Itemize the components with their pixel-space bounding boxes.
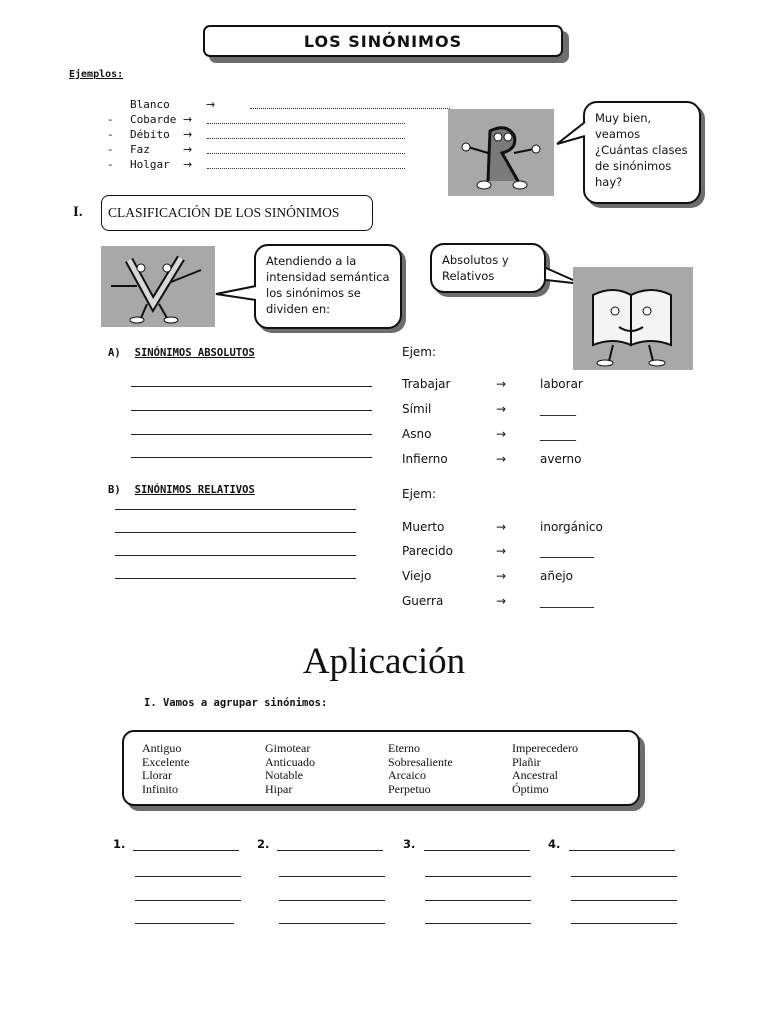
answer-line xyxy=(277,850,383,851)
answer-line xyxy=(571,900,677,901)
answer-line xyxy=(131,434,372,435)
word-item: Plañir xyxy=(512,754,541,769)
answer-line xyxy=(207,115,405,124)
word-item: Notable xyxy=(265,768,303,782)
answer-line xyxy=(115,532,356,533)
answer-line xyxy=(135,900,241,901)
section-title-clasificacion: CLASIFICACIÓN DE LOS SINÓNIMOS xyxy=(101,195,373,231)
word-column xyxy=(388,742,512,796)
answer-line xyxy=(425,923,531,924)
ejem-row: Viejo → añejo xyxy=(402,569,574,583)
group-number-1: 1. xyxy=(113,837,126,851)
answer-line xyxy=(131,386,372,387)
answer-line xyxy=(131,410,372,411)
word-item: Hipar xyxy=(265,781,293,796)
ejemplo-row: Blanco → xyxy=(107,97,452,112)
answer-line xyxy=(571,876,677,877)
ejem-row: Asno → ______ xyxy=(402,427,576,441)
ejemplo-row: - Cobarde → xyxy=(107,112,452,127)
answer-line xyxy=(250,100,450,109)
answer-line xyxy=(133,850,239,851)
answer-line xyxy=(115,509,356,510)
answer-line xyxy=(279,923,385,924)
group-number-2: 2. xyxy=(257,837,270,851)
word-bank-box xyxy=(122,730,640,806)
page-title: LOS SINÓNIMOS xyxy=(203,25,563,57)
answer-line xyxy=(207,160,405,169)
answer-line xyxy=(115,578,356,579)
answer-line xyxy=(571,923,677,924)
ejem-row: Parecido → _________ xyxy=(402,544,594,558)
group-number-4: 4. xyxy=(548,837,561,851)
answer-line xyxy=(135,923,234,924)
word-column xyxy=(265,742,388,796)
word-item: Excelente xyxy=(142,754,190,769)
answer-line xyxy=(569,850,675,851)
ejemplo-row: - Holgar → xyxy=(107,157,452,172)
subheading-relativos: B) SINÓNIMOS RELATIVOS xyxy=(108,484,255,496)
answer-line xyxy=(279,900,385,901)
word-item: Antiguo xyxy=(142,741,182,755)
answer-line xyxy=(207,130,405,139)
ejem-row: Guerra → _________ xyxy=(402,594,594,608)
ejemplos-list xyxy=(107,97,452,172)
word-column xyxy=(512,742,636,796)
ejemplos-label: Ejemplos: xyxy=(69,69,124,80)
answer-line xyxy=(424,850,530,851)
answer-line xyxy=(279,876,385,877)
ejem-absolutos-list xyxy=(402,374,583,469)
word-item: Óptimo xyxy=(512,781,549,796)
ejemplo-row: - Faz → xyxy=(107,142,452,157)
word-item: Ancestral xyxy=(512,768,558,782)
section-number: I. xyxy=(73,204,83,220)
word-item: Imperecedero xyxy=(512,741,578,755)
bubble-tail xyxy=(555,118,587,148)
ejem-row: Infierno → averno xyxy=(402,452,582,466)
ejem-relativos-list xyxy=(402,517,603,611)
ejemplo-row: - Débito → xyxy=(107,127,452,142)
word-item: Perpetuo xyxy=(388,781,431,796)
word-item: Eterno xyxy=(388,741,420,755)
ejem-label: Ejem: xyxy=(402,487,437,501)
ejem-row: Muerto → inorgánico xyxy=(402,520,603,534)
answer-line xyxy=(115,555,356,556)
group-number-3: 3. xyxy=(403,837,416,851)
speech-bubble-intensidad: Atendiendo a la intensidad semántica los sinónimos se dividen en: xyxy=(254,244,402,329)
answer-line xyxy=(135,876,241,877)
answer-line xyxy=(207,145,405,154)
word-item: Gimotear xyxy=(265,741,311,755)
ejem-label: Ejem: xyxy=(402,345,437,359)
word-item: Arcaico xyxy=(388,768,426,782)
speech-bubble-question: Muy bien, veamos ¿Cuántas clases de sinónimos hay? xyxy=(583,101,701,204)
aplicacion-heading: Aplicación xyxy=(302,641,466,682)
ejem-row: Trabajar → laborar xyxy=(402,377,583,391)
speech-bubble-absolutos-relativos: Absolutos y Relativos xyxy=(430,243,546,293)
answer-line xyxy=(425,900,531,901)
subheading-absolutos: A) SINÓNIMOS ABSOLUTOS xyxy=(108,347,255,359)
word-column xyxy=(142,742,265,796)
book-mascot-image xyxy=(573,267,693,370)
aplicacion-instruction: I. Vamos a agrupar sinónimos: xyxy=(144,697,328,709)
answer-line xyxy=(131,457,372,458)
word-item: Anticuado xyxy=(265,754,315,769)
answer-line xyxy=(425,876,531,877)
letter-r-mascot-image xyxy=(448,109,554,196)
word-item: Sobresaliente xyxy=(388,754,453,769)
letter-v-mascot-image xyxy=(101,246,215,327)
ejem-row: Símil → ______ xyxy=(402,402,576,416)
word-item: Llorar xyxy=(142,768,172,782)
word-item: Infinito xyxy=(142,781,178,796)
bubble-tail xyxy=(214,284,258,304)
